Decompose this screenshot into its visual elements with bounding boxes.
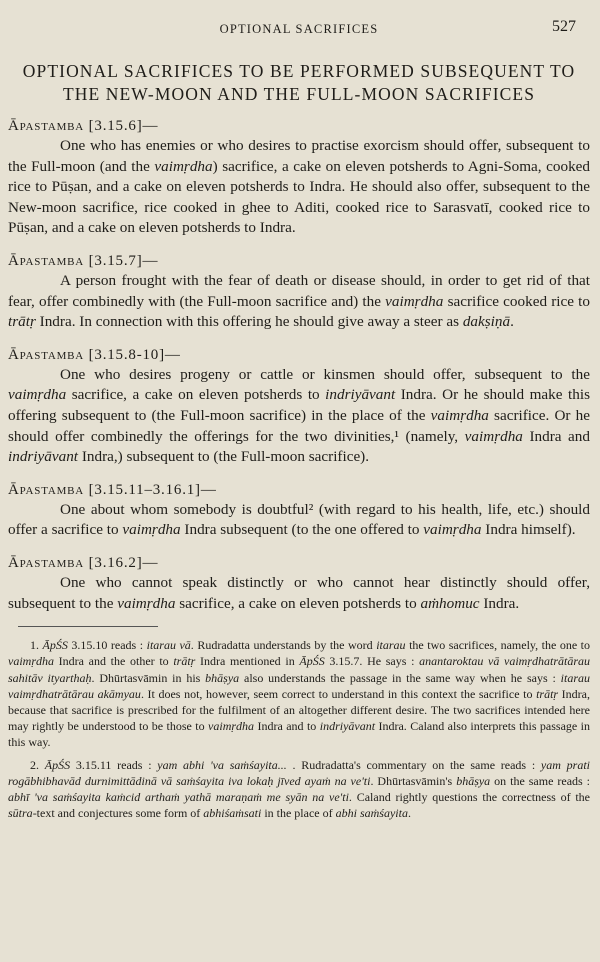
- italic-term: vaimṛdha: [464, 427, 523, 445]
- italic-term: yam abhi 'va saṁśayita...: [157, 757, 287, 772]
- text-run: Indra.: [479, 594, 520, 612]
- sutra-reference: [3.16.2]—: [88, 554, 159, 571]
- italic-term: vaimṛdha: [154, 157, 213, 175]
- text-run: . Rudradatta understands by the word: [190, 638, 377, 653]
- source-name: Āpastamba: [8, 252, 85, 269]
- italic-term: ĀpŚS: [299, 654, 325, 669]
- footnote-rule: [18, 626, 158, 627]
- passage-paragraph: [8, 136, 590, 239]
- text-run: sacrifice, a cake on eleven potsherds to: [175, 594, 421, 612]
- text-run: Indra subsequent (to the one offered to: [180, 521, 424, 539]
- source-name: Āpastamba: [8, 554, 85, 571]
- italic-term: indriyāvant: [319, 719, 376, 734]
- italic-term: trātṛ: [8, 313, 36, 331]
- text-run: Indra. Or he should make this offering subsequent to (the Full-moon sacrifice) in the place of the: [8, 386, 590, 424]
- italic-term: trātṛ: [536, 686, 559, 701]
- text-run: Indra and: [522, 427, 590, 445]
- passage-paragraph: [8, 500, 590, 541]
- text-run: . Dhūrtasvāmin in his: [91, 670, 206, 685]
- italic-term: vaimṛdha: [117, 594, 176, 612]
- italic-term: vaimṛdha: [423, 521, 482, 539]
- text-run: the two sacrifices, namely, the one to: [405, 638, 591, 653]
- sutra-reference: [3.15.6]—: [88, 118, 159, 134]
- italic-term: aṁhomuc: [420, 594, 480, 612]
- text-run: 3.15.11 reads :: [70, 757, 158, 772]
- running-head: [8, 0, 590, 60]
- text-run: Indra. In connection with this offering he should give away a steer as: [35, 313, 463, 331]
- text-run: sacrifice. Or he should offer combinedly the offerings for the two divinities,¹ (namely,: [8, 406, 590, 445]
- text-run: on the same reads :: [490, 773, 590, 788]
- section-title: [8, 60, 590, 106]
- section-title-line-1: OPTIONAL SACRIFICES TO BE PERFORMED SUBSEQUENT TO: [22, 61, 576, 81]
- footnote: [8, 757, 590, 822]
- source-name: Āpastamba: [8, 118, 85, 134]
- italic-term: yam prati rogābhibhavād durnimittādinā vā saṁśayita iva lokaḥ jīved ayaṁ na ve'ti: [8, 757, 590, 788]
- italic-term: vaimṛdha: [8, 654, 54, 669]
- passage-paragraph: [8, 573, 590, 614]
- passage-paragraph: [8, 365, 590, 468]
- text-run: . Caland rightly questions the correctness of the: [348, 789, 591, 804]
- text-run: One who cannot speak distinctly or who cannot hear distinctly should offer, subsequent to the: [8, 573, 590, 612]
- footnotes: [8, 637, 590, 821]
- passage-reference: [8, 345, 590, 365]
- footnote: [8, 637, 590, 750]
- italic-term: anantaroktau vā vaimṛdhatrātārau sahitāv ityarthaḥ: [8, 654, 590, 685]
- passages: [8, 116, 590, 614]
- text-run: A person frought with the fear of death or disease should, in order to get rid of that fear, offer combinedly with (the Full-moon sacrifice and) the: [8, 271, 590, 310]
- text-run: ) sacrifice, a cake on eleven potsherds to Agni-Soma, cooked rice to Pūṣan, and a cake on eleven potsherds to Indra. He should also offer, subsequent to the New-moon sacrifice, rice cooked in ghee to Aditi, cooked rice to Sarasvatī, cooked rice to Pūṣan, and a cake on eleven potsherds to Indra.: [8, 157, 590, 237]
- italic-term: dakṣiṇā: [462, 313, 511, 331]
- passage-reference: [8, 251, 590, 271]
- page-number: 527: [552, 18, 576, 35]
- text-run: Indra himself).: [481, 521, 576, 539]
- text-run: 3.15.10 reads :: [67, 638, 147, 653]
- text-run: One who desires progeny or cattle or kinsmen should offer, subsequent to the: [60, 365, 590, 383]
- italic-term: abhi saṁśayita: [335, 806, 408, 821]
- text-run: Indra and the other to: [54, 654, 174, 669]
- running-head-title: OPTIONAL SACRIFICES: [219, 22, 379, 36]
- text-run: Indra mentioned in: [195, 654, 300, 669]
- italic-term: itarau vā: [146, 638, 191, 653]
- text-run: sacrifice, a cake on eleven potsherds to: [66, 386, 326, 404]
- text-run: Indra,) subsequent to (the Full-moon sacrifice).: [78, 448, 370, 466]
- text-run: Indra, because that sacrifice is prescribed for the fulfilment of an altogether different desire. The two sacrifices intended here may rightly be understood to be those to: [8, 686, 591, 734]
- passage-reference: [8, 553, 590, 573]
- text-run: One who has enemies or who desires to practise exorcism should offer, subsequent to the Full-moon (and the: [8, 137, 590, 175]
- italic-term: sūtra: [8, 806, 33, 821]
- italic-term: ĀpŚS: [44, 757, 71, 772]
- source-name: Āpastamba: [8, 481, 85, 498]
- text-run: . Rudradatta's commentary on the same reads :: [286, 757, 541, 772]
- italic-term: trātṛ: [173, 654, 196, 669]
- sutra-reference: [3.15.11–3.16.1]—: [88, 481, 217, 498]
- text-run: One about whom somebody is doubtful² (with regard to his health, life, etc.) should offer a sacrifice to: [8, 500, 590, 539]
- text-run: 1.: [30, 638, 43, 653]
- text-run: . Dhūrtasvāmin's: [370, 773, 457, 788]
- text-run: Indra and to: [254, 719, 320, 734]
- italic-term: itarau: [376, 638, 406, 653]
- text-run: sacrifice cooked rice to: [443, 292, 590, 310]
- italic-term: abhiśaṁsati: [203, 806, 262, 821]
- italic-term: indriyāvant: [8, 448, 79, 466]
- text-run: .: [510, 313, 514, 331]
- italic-term: vaimṛdha: [8, 386, 67, 404]
- italic-term: bhāṣya: [456, 773, 491, 788]
- text-run: 3.15.7. He says :: [324, 654, 420, 669]
- text-run: in the place of: [261, 806, 336, 821]
- italic-term: vaimṛdha: [208, 719, 255, 734]
- italic-term: indriyāvant: [325, 386, 396, 404]
- passage-paragraph: [8, 271, 590, 333]
- italic-term: vaimṛdha: [122, 521, 181, 539]
- text-run: . It does not, however, seem correct to understand in this context the sacrifice to: [140, 686, 537, 701]
- italic-term: vaimṛdha: [385, 292, 444, 310]
- text-run: -text and conjectures some form of: [32, 806, 204, 821]
- italic-term: vaimṛdha: [430, 406, 489, 424]
- text-run: .: [407, 806, 411, 821]
- passage-reference: [8, 116, 590, 136]
- italic-term: abhī 'va saṁśayita kaṁcid arthaṁ yathā maraṇaṁ me syān na ve'ti: [8, 789, 349, 804]
- text-run: also understands the passage in the same way when he says :: [239, 670, 561, 685]
- section-title-line-2: THE NEW-MOON AND THE FULL-MOON SACRIFICES: [62, 84, 536, 104]
- text-run: 2.: [30, 757, 45, 772]
- passage-reference: [8, 480, 590, 500]
- sutra-reference: [3.15.7]—: [88, 252, 159, 269]
- text-run: Indra. Caland also interprets this passage in this way.: [8, 719, 590, 750]
- italic-term: bhāṣya: [205, 670, 240, 685]
- source-name: Āpastamba: [8, 346, 85, 363]
- sutra-reference: [3.15.8-10]—: [88, 346, 181, 363]
- italic-term: ĀpŚS: [42, 638, 68, 653]
- italic-term: itarau vaimṛdhatrātārau akāmyau: [8, 670, 590, 701]
